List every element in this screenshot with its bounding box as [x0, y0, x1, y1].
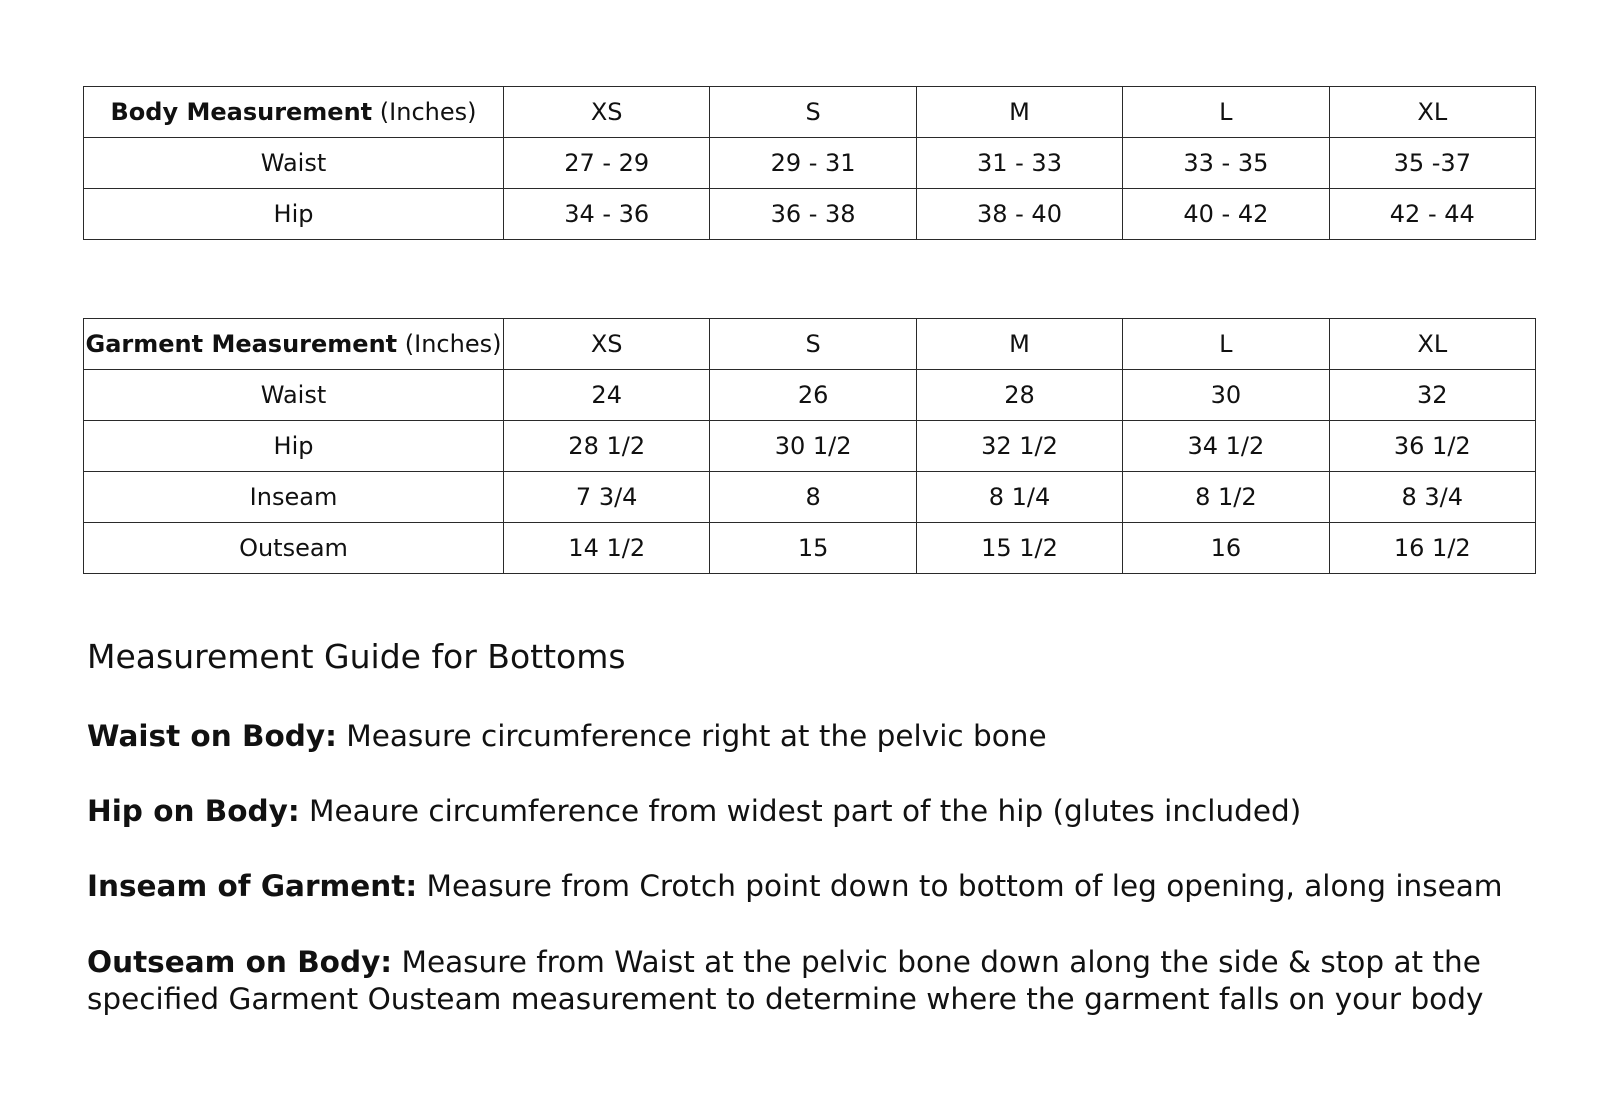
table-cell: 42 - 44 — [1329, 189, 1535, 240]
table-header-row — [84, 319, 1536, 370]
table-cell: 40 - 42 — [1123, 189, 1329, 240]
row-label: Waist — [84, 370, 504, 421]
size-header: L — [1123, 319, 1329, 370]
size-header: XS — [504, 87, 710, 138]
table-row — [84, 138, 1536, 189]
guide-description: Measure from Waist at the pelvic bone down along the side & stop at the specified Garment Ousteam measurement to determine where the garment falls on your body — [87, 945, 1484, 1016]
table-cell: 8 1/2 — [1123, 472, 1329, 523]
table-cell: 34 1/2 — [1123, 421, 1329, 472]
table-header-title: Body Measurement — [110, 98, 373, 126]
table-header-unit: (Inches) — [372, 98, 477, 126]
table-row — [84, 523, 1536, 574]
row-label: Inseam — [84, 472, 504, 523]
size-header: XS — [504, 319, 710, 370]
guide-item-outseam — [87, 944, 1587, 1018]
table-cell: 32 1/2 — [916, 421, 1122, 472]
table-row — [84, 421, 1536, 472]
garment-measurement-table — [83, 318, 1536, 574]
guide-description: Measure circumference right at the pelvic bone — [336, 719, 1047, 753]
guide-term: Outseam on Body: — [87, 945, 393, 979]
table-header-label — [84, 87, 504, 138]
table-cell: 38 - 40 — [916, 189, 1122, 240]
row-label: Hip — [84, 421, 504, 472]
table-cell: 8 3/4 — [1329, 472, 1535, 523]
guide-item-waist — [87, 718, 1587, 755]
row-label: Waist — [84, 138, 504, 189]
guide-item-inseam — [87, 868, 1587, 905]
table-cell: 16 — [1123, 523, 1329, 574]
guide-item-hip — [87, 793, 1587, 830]
table-cell: 8 — [710, 472, 916, 523]
size-header: XL — [1329, 87, 1535, 138]
table-row — [84, 370, 1536, 421]
table-cell: 30 — [1123, 370, 1329, 421]
table-cell: 34 - 36 — [504, 189, 710, 240]
size-header: L — [1123, 87, 1329, 138]
table-cell: 15 — [710, 523, 916, 574]
table-cell: 27 - 29 — [504, 138, 710, 189]
table-cell: 36 - 38 — [710, 189, 916, 240]
table-cell: 31 - 33 — [916, 138, 1122, 189]
table-cell: 32 — [1329, 370, 1535, 421]
table-cell: 7 3/4 — [504, 472, 710, 523]
table-cell: 28 — [916, 370, 1122, 421]
guide-term: Inseam of Garment: — [87, 869, 418, 903]
guide-title: Measurement Guide for Bottoms — [87, 637, 626, 676]
table-cell: 29 - 31 — [710, 138, 916, 189]
table-cell: 35 -37 — [1329, 138, 1535, 189]
guide-term: Hip on Body: — [87, 794, 300, 828]
table-cell: 30 1/2 — [710, 421, 916, 472]
table-cell: 24 — [504, 370, 710, 421]
table-cell: 28 1/2 — [504, 421, 710, 472]
table-cell: 36 1/2 — [1329, 421, 1535, 472]
table-cell: 26 — [710, 370, 916, 421]
table-cell: 16 1/2 — [1329, 523, 1535, 574]
table-header-label — [84, 319, 504, 370]
body-measurement-table — [83, 86, 1536, 240]
table-row — [84, 189, 1536, 240]
guide-term: Waist on Body: — [87, 719, 337, 753]
size-header: M — [916, 319, 1122, 370]
table-header-unit: (Inches) — [397, 330, 502, 358]
guide-description: Measure from Crotch point down to bottom of leg opening, along inseam — [417, 869, 1503, 903]
size-header: S — [710, 87, 916, 138]
guide-description: Meaure circumference from widest part of the hip (glutes included) — [299, 794, 1302, 828]
table-header-title: Garment Measurement — [85, 330, 398, 358]
size-header: XL — [1329, 319, 1535, 370]
table-header-row — [84, 87, 1536, 138]
row-label: Outseam — [84, 523, 504, 574]
table-cell: 15 1/2 — [916, 523, 1122, 574]
table-cell: 14 1/2 — [504, 523, 710, 574]
table-cell: 33 - 35 — [1123, 138, 1329, 189]
table-row — [84, 472, 1536, 523]
row-label: Hip — [84, 189, 504, 240]
size-header: S — [710, 319, 916, 370]
table-cell: 8 1/4 — [916, 472, 1122, 523]
size-header: M — [916, 87, 1122, 138]
